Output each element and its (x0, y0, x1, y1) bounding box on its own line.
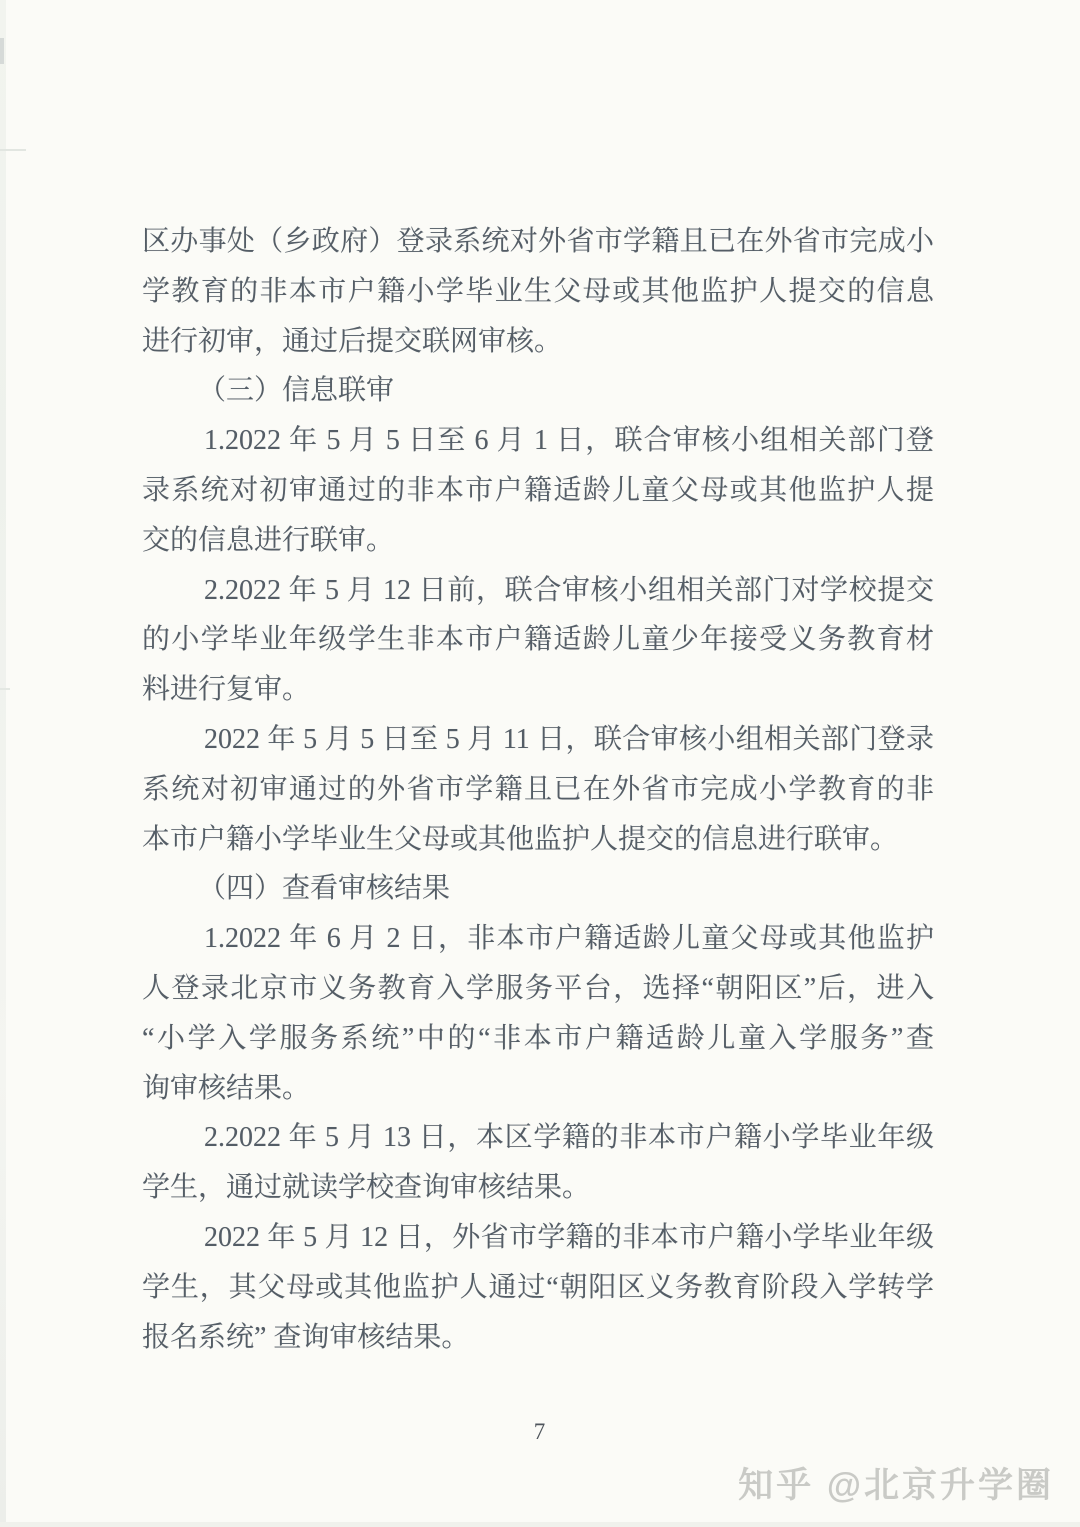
scan-artifact-tick (0, 38, 4, 64)
scan-edge-left (0, 0, 6, 1527)
text-line: 报名系统” 查询审核结果。 (142, 1321, 470, 1353)
text-line: 2022 年 5 月 5 日至 5 月 11 日，联合审核小组相关部门登录 (204, 723, 934, 755)
text-line: 学生，其父母或其他监护人通过“朝阳区义务教育阶段入学转学 (142, 1271, 934, 1303)
text-line: 1.2022 年 6 月 2 日，非本市户籍适龄儿童父母或其他监护 (204, 923, 934, 955)
scan-artifact-line (0, 149, 26, 151)
text-line: 交的信息进行联审。 (142, 524, 395, 556)
text-line: 人登录北京市义务教育入学服务平台，选择“朝阳区”后，进入 (142, 972, 934, 1004)
text-line: 录系统对初审通过的非本市户籍适龄儿童父母或其他监护人提 (142, 474, 934, 506)
text-line: 询审核结果。 (142, 1072, 311, 1104)
text-line: 系统对初审通过的外省市学籍且已在外省市完成小学教育的非 (142, 773, 934, 805)
text-line: 学生，通过就读学校查询审核结果。 (142, 1172, 591, 1204)
text-block (142, 217, 934, 1362)
text-line: 进行初审，通过后提交联网审核。 (142, 325, 563, 357)
text-line: 本市户籍小学毕业生父母或其他监护人提交的信息进行联审。 (142, 823, 899, 855)
text-line: 料进行复审。 (142, 674, 311, 706)
scan-edge-bottom (0, 1522, 1080, 1527)
text-line: 的小学毕业年级学生非本市户籍适龄儿童少年接受义务教育材 (142, 624, 934, 656)
text-line: 2.2022 年 5 月 13 日，本区学籍的非本市户籍小学毕业年级 (204, 1122, 934, 1154)
watermark-text: 知乎 @北京升学圈 (738, 1466, 1054, 1505)
scan-artifact-line (0, 688, 10, 690)
text-line: 2.2022 年 5 月 12 日前，联合审核小组相关部门对学校提交 (204, 574, 934, 606)
text-line: 学教育的非本市户籍小学毕业生父母或其他监护人提交的信息 (142, 275, 934, 307)
text-line: （四）查看审核结果 (198, 873, 451, 905)
text-line: 1.2022 年 5 月 5 日至 6 月 1 日，联合审核小组相关部门登 (204, 425, 934, 457)
text-line: “小学入学服务系统”中的“非本市户籍适龄儿童入学服务”查 (142, 1022, 934, 1054)
text-line: 2022 年 5 月 12 日，外省市学籍的非本市户籍小学毕业年级 (204, 1221, 934, 1253)
text-line: 区办事处（乡政府）登录系统对外省市学籍且已在外省市完成小 (142, 226, 934, 257)
page-number: 7 (533, 1419, 547, 1444)
text-line: （三）信息联审 (198, 375, 395, 407)
